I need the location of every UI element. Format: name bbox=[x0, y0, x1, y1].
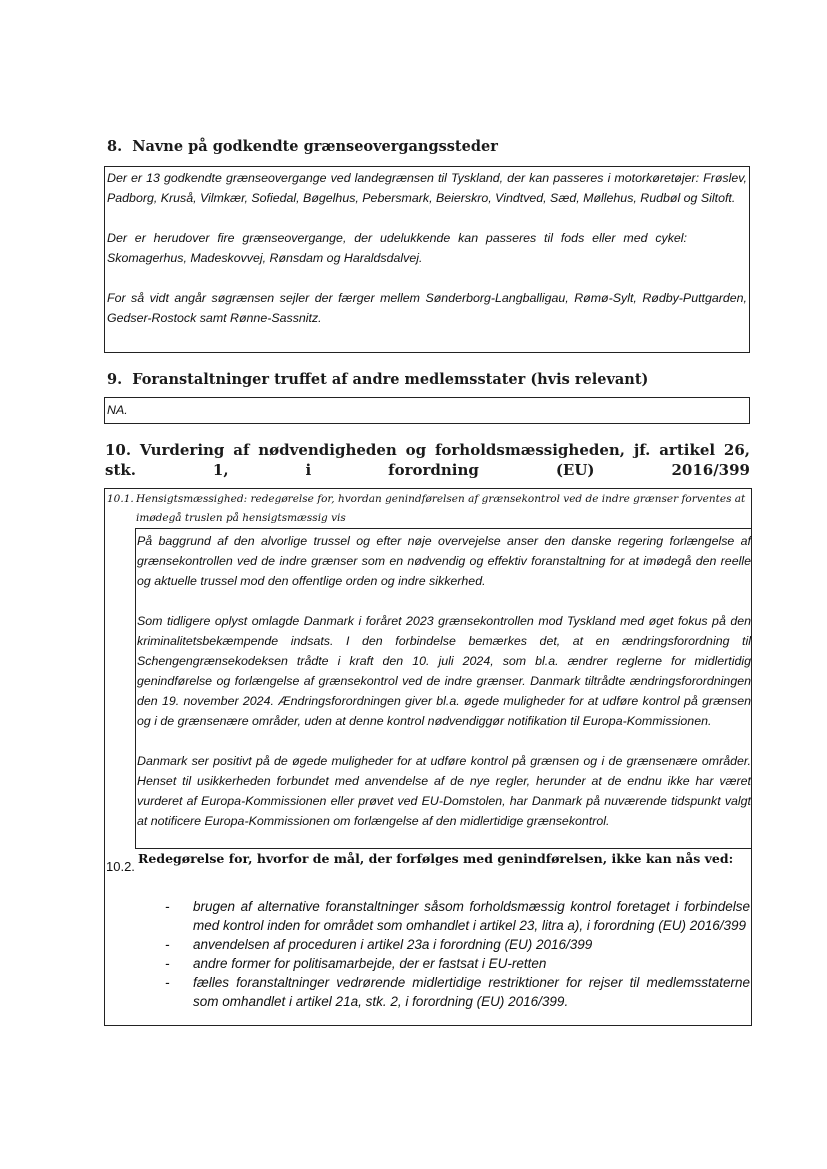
section-10-box bbox=[104, 488, 752, 1026]
section-9-value: NA. bbox=[107, 403, 128, 417]
section-10-1-paragraph: På baggrund af den alvorlige trussel og efter nøje overvejelse anser den danske regering forlængelse af grænsekontrollen ved de indre grænser som en nødvendig og effektiv foranstaltning for at imødegå den reelle og aktuelle trussel mod den offentlige orden og indre sikkerhed. bbox=[137, 534, 751, 588]
bullet-dash: - bbox=[165, 956, 170, 971]
section-8-paragraph: Der er herudover fire grænseovergange, der udelukkende kan passeres til fods eller med cykel: Skomagerhus, Madeskovvej, Rønsdam og Haraldsdalvej. bbox=[107, 231, 687, 265]
list-item bbox=[165, 897, 750, 935]
section-10-1-box bbox=[135, 528, 752, 849]
section-10-2-title: Redegørelse for, hvorfor de mål, der forfølges med genindførelsen, ikke kan nås ved: bbox=[138, 851, 734, 866]
bullet-dash: - bbox=[165, 937, 170, 952]
section-8-paragraph: Der er 13 godkendte grænseovergange ved landegrænsen til Tyskland, der kan passeres i motorkøretøjer: Frøslev, Padborg, Kruså, Vilmkær, Sofiedal, Bøgelhus, Pebersmark, Beierskro, Vindtved, Sæd, Møllehus, Rudbøl og Siltoft. bbox=[107, 171, 747, 205]
list-item-text: anvendelsen af proceduren i artikel 23a i forordning (EU) 2016/399 bbox=[193, 937, 593, 952]
section-10-1-title: Hensigtsmæssighed: redegørelse for, hvordan genindførelsen af grænsekontrol ved de indre grænser forventes at imødegå truslen på hensigtsmæssig vis bbox=[136, 493, 746, 524]
section-10-1-header bbox=[107, 490, 747, 528]
list-item bbox=[165, 973, 750, 1011]
section-9-heading: 9. Foranstaltninger truffet af andre medlemsstater (hvis relevant) bbox=[107, 371, 649, 388]
section-8-box bbox=[104, 166, 750, 353]
list-item bbox=[165, 954, 750, 973]
bullet-dash: - bbox=[165, 975, 170, 990]
section-8-paragraph: For så vidt angår søgrænsen sejler der færger mellem Sønderborg-Langballigau, Rømø-Sylt, Rødby-Puttgarden, Gedser-Rostock samt Rønne-Sassnitz. bbox=[107, 291, 747, 325]
section-10-1-paragraph: Som tidligere oplyst omlagde Danmark i foråret 2023 grænsekontrollen mod Tyskland med øget fokus på den kriminalitetsbekæmpende indsats. I den forbindelse bemærkes det, at en ændringsforordning til Schengengrænsekodeksen trådte i kraft den 10. juli 2024, som bl.a. ændrer reglerne for midlertidig genindførelse og forlængelse af grænsekontrol ved de indre grænser. Danmark tiltrådte ændringsforordningen den 19. november 2024. Ændringsforordningen giver bl.a. øgede muligheder for at udføre kontrol på grænsen og i de grænsenære områder, uden at denne kontrol nødvendiggør notifikation til Europa-Kommissionen. bbox=[137, 614, 751, 728]
section-10-2-number: 10.2. bbox=[106, 859, 135, 874]
section-10-2-list bbox=[165, 897, 750, 1011]
list-item-text: brugen af alternative foranstaltninger såsom forholdsmæssig kontrol foretaget i forbindelse med kontrol inden for området som omhandlet i artikel 23, litra a), i forordning (EU) 2016/399 bbox=[193, 899, 750, 933]
section-9-box bbox=[104, 397, 750, 424]
section-10-1-number: 10.1. bbox=[107, 493, 134, 505]
list-item bbox=[165, 935, 750, 954]
bullet-dash: - bbox=[165, 899, 170, 914]
section-10-1-paragraph: Danmark ser positivt på de øgede muligheder for at udføre kontrol på grænsen og i de grænsenære områder. Henset til usikkerheden forbundet med anvendelse af de nye regler, herunder at de endnu ikke har været vurderet af Europa-Kommissionen eller prøvet ved EU-Domstolen, har Danmark på nuværende tidspunkt valgt at notificere Europa-Kommissionen om forlængelse af den midlertidige grænsekontrol. bbox=[137, 754, 751, 828]
section-8-heading: 8. Navne på godkendte grænseovergangssteder bbox=[107, 138, 498, 155]
section-10-heading: 10. Vurdering af nødvendigheden og forholdsmæssigheden, jf. artikel 26, stk. 1, i forordning (EU) 2016/399 bbox=[105, 441, 750, 479]
list-item-text: fælles foranstaltninger vedrørende midlertidige restriktioner for rejser til medlemsstaterne som omhandlet i artikel 21a, stk. 2, i forordning (EU) 2016/399. bbox=[193, 975, 750, 1009]
list-item-text: andre former for politisamarbejde, der er fastsat i EU-retten bbox=[193, 956, 547, 971]
